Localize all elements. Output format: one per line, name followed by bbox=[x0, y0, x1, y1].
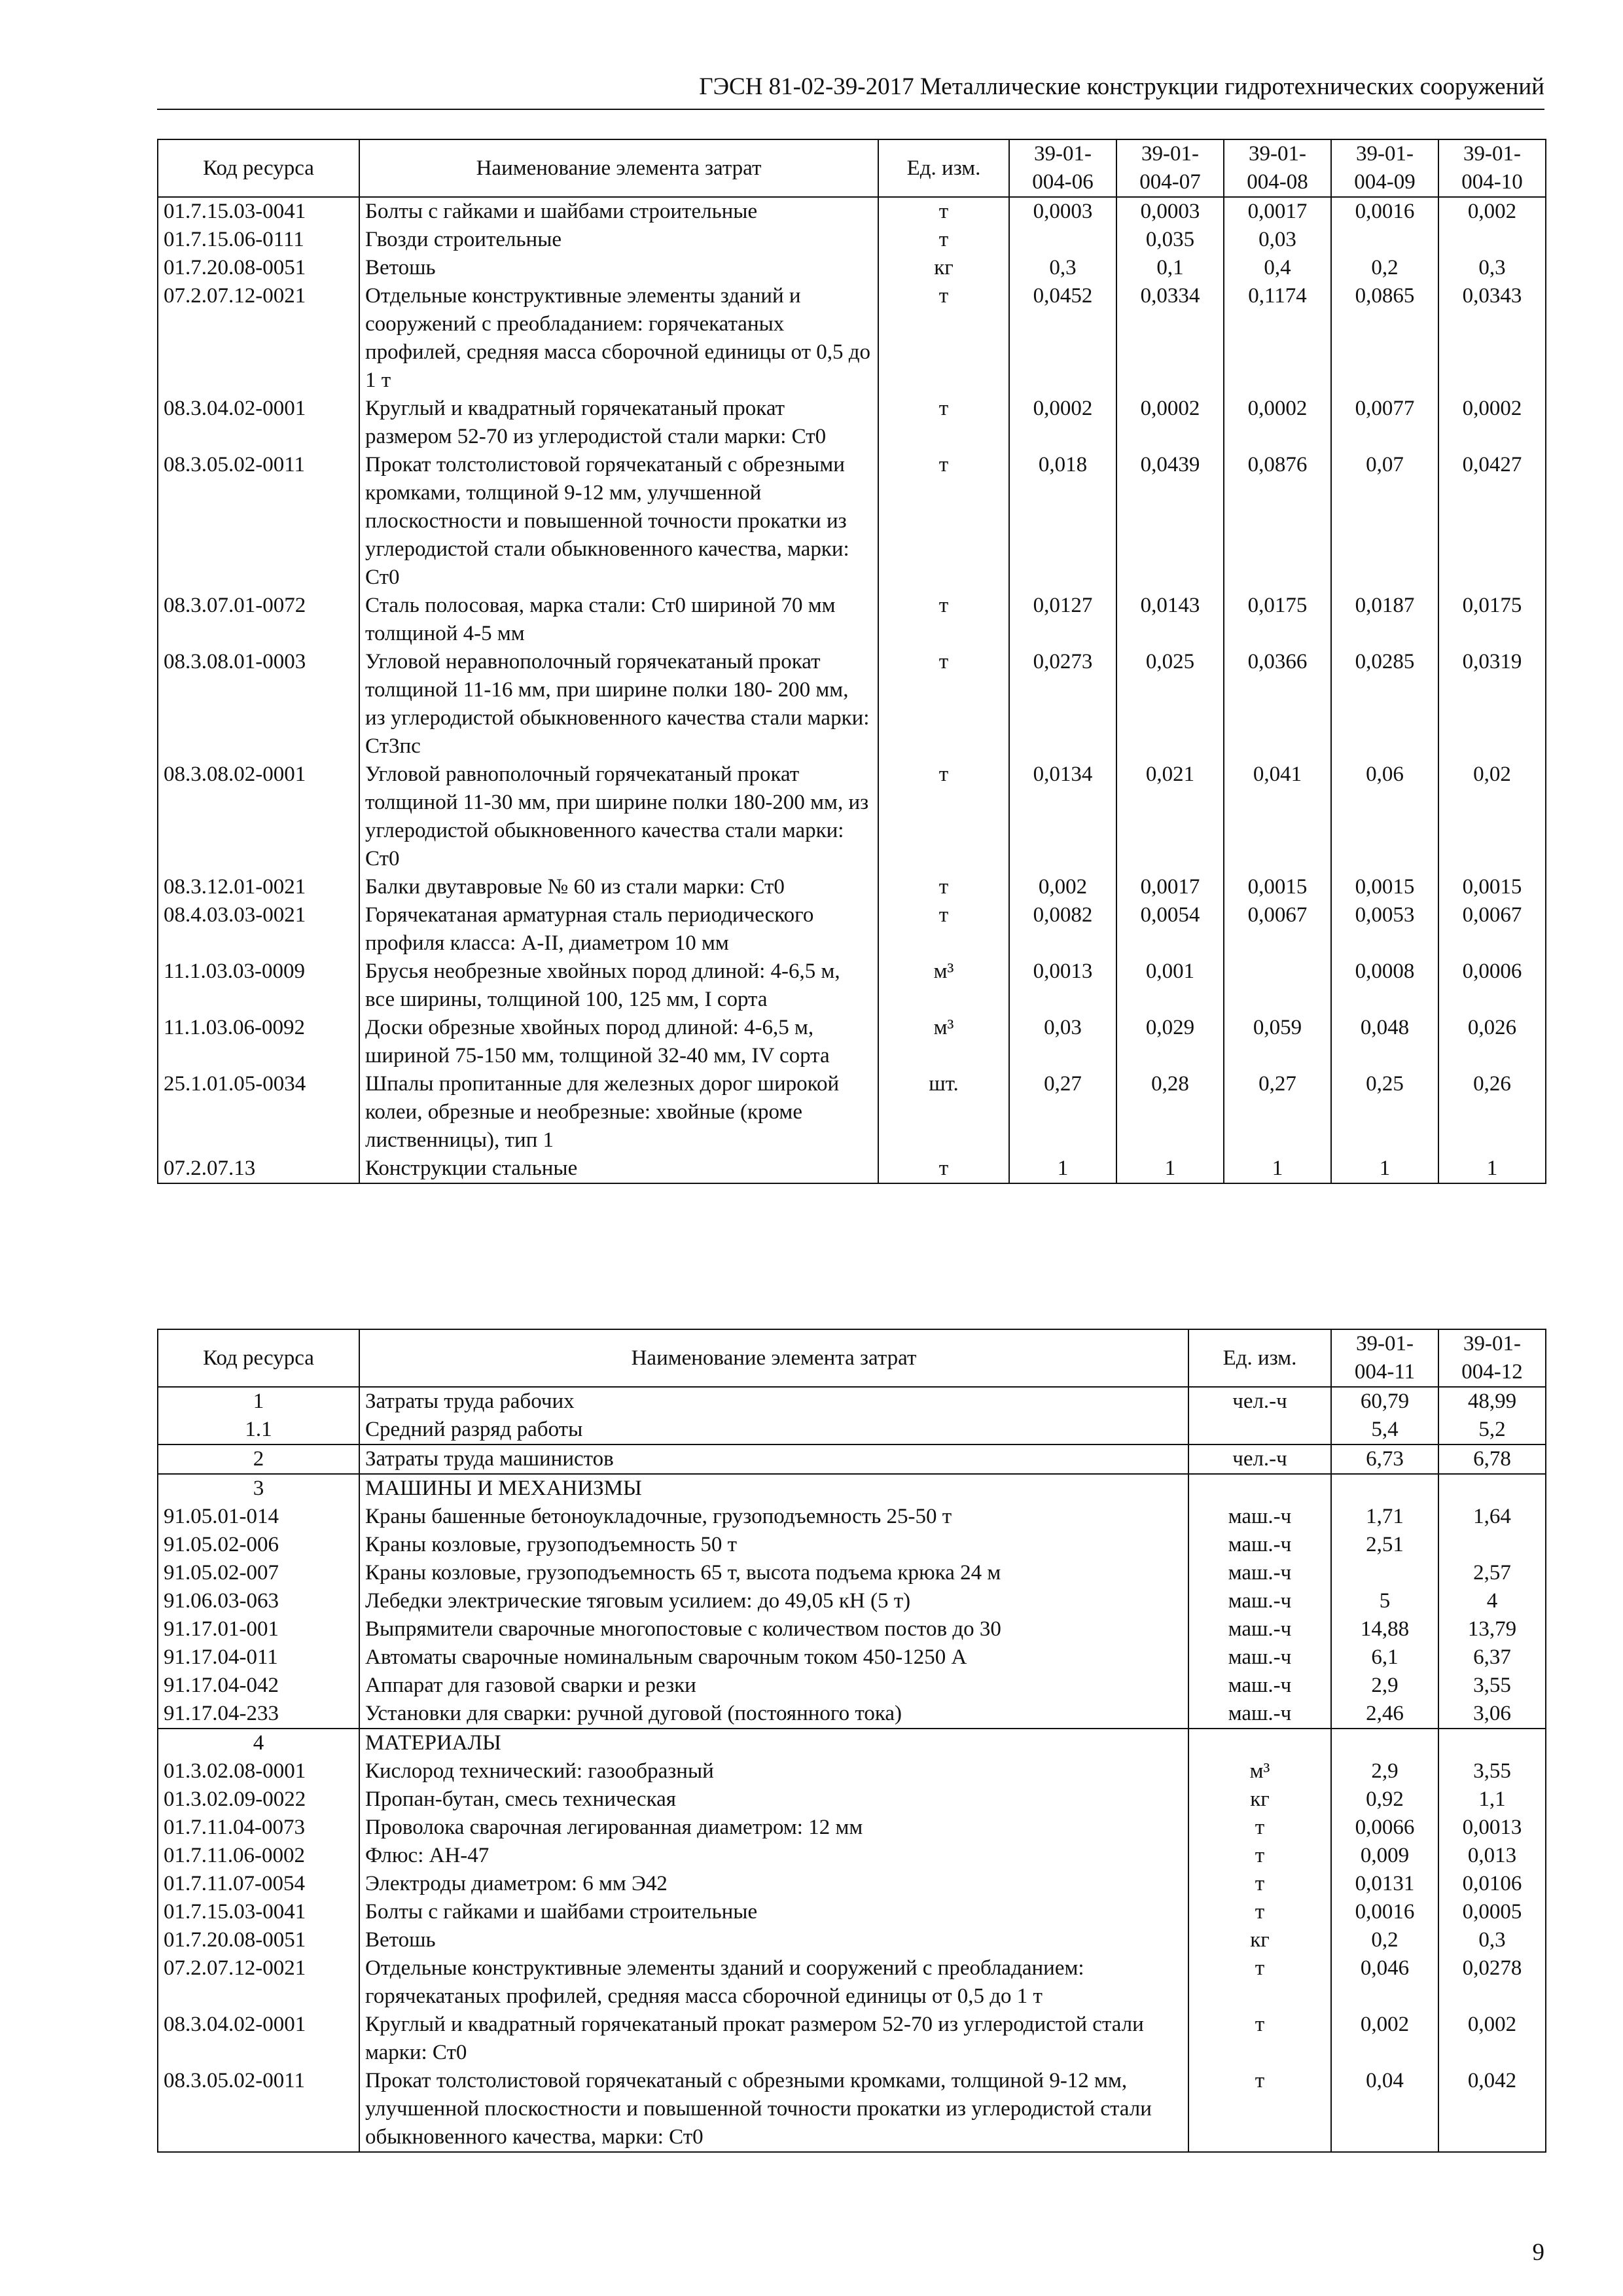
value-cell: 0,046 bbox=[1331, 1954, 1438, 2011]
resource-code: 01.7.20.08-0051 bbox=[158, 254, 359, 282]
unit-cell: т bbox=[1188, 1898, 1331, 1926]
value-cell: 0,28 bbox=[1116, 1070, 1224, 1155]
value-cell: 1,71 bbox=[1331, 1503, 1438, 1531]
value-cell: 0,04 bbox=[1331, 2067, 1438, 2152]
value-cell: 0,0452 bbox=[1009, 282, 1116, 395]
value-cell: 0,0865 bbox=[1331, 282, 1438, 395]
table-row bbox=[158, 1672, 1546, 1700]
table-row bbox=[158, 1531, 1546, 1559]
resource-name: Выпрямители сварочные многопостовые с количеством постов до 30 bbox=[359, 1615, 1188, 1643]
value-cell: 0,0053 bbox=[1331, 901, 1438, 958]
section-row bbox=[158, 1729, 1546, 1757]
value-cell bbox=[1331, 226, 1438, 254]
value-cell: 0,018 bbox=[1009, 451, 1116, 592]
value-cell: 0,002 bbox=[1009, 873, 1116, 901]
table-row bbox=[158, 1870, 1546, 1898]
value-cell: 0,03 bbox=[1009, 1014, 1116, 1070]
value-cell: 5,2 bbox=[1438, 1416, 1546, 1444]
unit-cell: чел.-ч bbox=[1188, 1387, 1331, 1416]
resource-name: Прокат толстолистовой горячекатаный с обрезными кромками, толщиной 9-12 мм, улучшенной плоскостности и повышенной точности прокатки из углеродистой стали обыкновенного качества, марки: Ст0 bbox=[359, 2067, 1188, 2152]
value-cell: 5 bbox=[1331, 1587, 1438, 1615]
value-cell: 13,79 bbox=[1438, 1615, 1546, 1643]
value-cell: 1 bbox=[1009, 1155, 1116, 1183]
resource-name: Ветошь bbox=[359, 254, 878, 282]
resource-table-2 bbox=[157, 1329, 1546, 2153]
table-row bbox=[158, 254, 1546, 282]
value-cell: 0,0016 bbox=[1331, 197, 1438, 226]
resource-name: Кислород технический: газообразный bbox=[359, 1757, 1188, 1785]
resource-name: Гвозди строительные bbox=[359, 226, 878, 254]
value-cell bbox=[1438, 1729, 1546, 1757]
unit-cell: маш.-ч bbox=[1188, 1615, 1331, 1643]
unit-cell: кг bbox=[1188, 1926, 1331, 1954]
table-row bbox=[158, 2011, 1546, 2067]
unit-cell: маш.-ч bbox=[1188, 1700, 1331, 1729]
value-cell: 0,03 bbox=[1224, 226, 1331, 254]
unit-cell: кг bbox=[878, 254, 1009, 282]
unit-cell: кг bbox=[1188, 1785, 1331, 1814]
resource-name: Отдельные конструктивные элементы зданий и сооружений с преобладанием: горячекатаных профилей, средняя масса сборочной единицы от 0,5 до 1 т bbox=[359, 282, 878, 395]
value-cell: 0,0016 bbox=[1331, 1898, 1438, 1926]
resource-code: 4 bbox=[158, 1729, 359, 1757]
unit-cell: т bbox=[878, 648, 1009, 761]
resource-name: Сталь полосовая, марка стали: Ст0 шириной 70 мм толщиной 4-5 мм bbox=[359, 592, 878, 648]
value-cell: 3,06 bbox=[1438, 1700, 1546, 1729]
value-cell: 0,3 bbox=[1438, 1926, 1546, 1954]
table-row bbox=[158, 2067, 1546, 2152]
resource-name: Доски обрезные хвойных пород длиной: 4-6,5 м, шириной 75-150 мм, толщиной 32-40 мм, IV сорта bbox=[359, 1014, 878, 1070]
table-row bbox=[158, 1898, 1546, 1926]
unit-cell: маш.-ч bbox=[1188, 1531, 1331, 1559]
value-cell: 0,048 bbox=[1331, 1014, 1438, 1070]
value-cell: 0,07 bbox=[1331, 451, 1438, 592]
value-cell: 2,57 bbox=[1438, 1559, 1546, 1587]
value-cell: 0,0134 bbox=[1009, 761, 1116, 873]
resource-code: 01.3.02.08-0001 bbox=[158, 1757, 359, 1785]
column-header: Ед. изм. bbox=[878, 139, 1009, 197]
value-cell: 6,73 bbox=[1331, 1444, 1438, 1474]
resource-code: 25.1.01.05-0034 bbox=[158, 1070, 359, 1155]
resource-name: Отдельные конструктивные элементы зданий и сооружений с преобладанием: горячекатаных профилей, средняя масса сборочной единицы от 0,5 до 1 т bbox=[359, 1954, 1188, 2011]
resource-name: Флюс: АН-47 bbox=[359, 1842, 1188, 1870]
section-row bbox=[158, 1387, 1546, 1416]
column-header: 39-01- 004-08 bbox=[1224, 139, 1331, 197]
value-cell: 0,2 bbox=[1331, 254, 1438, 282]
table-row bbox=[158, 395, 1546, 451]
resource-code: 07.2.07.12-0021 bbox=[158, 282, 359, 395]
unit-cell bbox=[1188, 1474, 1331, 1503]
value-cell: 0,0002 bbox=[1009, 395, 1116, 451]
value-cell: 0,0343 bbox=[1438, 282, 1546, 395]
value-cell: 0,1174 bbox=[1224, 282, 1331, 395]
value-cell: 0,0334 bbox=[1116, 282, 1224, 395]
value-cell: 6,78 bbox=[1438, 1444, 1546, 1474]
page-number: 9 bbox=[1532, 2239, 1544, 2266]
resource-name: Прокат толстолистовой горячекатаный с обрезными кромками, толщиной 9-12 мм, улучшенной плоскостности и повышенной точности прокатки из углеродистой стали обыкновенного качества, марки: Ст0 bbox=[359, 451, 878, 592]
value-cell: 0,0106 bbox=[1438, 1870, 1546, 1898]
value-cell: 0,0067 bbox=[1438, 901, 1546, 958]
table-row bbox=[158, 1926, 1546, 1954]
value-cell: 0,029 bbox=[1116, 1014, 1224, 1070]
unit-cell: маш.-ч bbox=[1188, 1559, 1331, 1587]
value-cell: 0,0002 bbox=[1224, 395, 1331, 451]
value-cell: 0,0439 bbox=[1116, 451, 1224, 592]
value-cell: 0,0066 bbox=[1331, 1814, 1438, 1842]
value-cell: 0,25 bbox=[1331, 1070, 1438, 1155]
table-row bbox=[158, 1757, 1546, 1785]
value-cell bbox=[1438, 226, 1546, 254]
value-cell: 3,55 bbox=[1438, 1757, 1546, 1785]
unit-cell bbox=[1188, 1416, 1331, 1444]
table-row bbox=[158, 1700, 1546, 1729]
table-row bbox=[158, 873, 1546, 901]
resource-name: Аппарат для газовой сварки и резки bbox=[359, 1672, 1188, 1700]
value-cell: 0,06 bbox=[1331, 761, 1438, 873]
table-row bbox=[158, 1155, 1546, 1183]
resource-name: Круглый и квадратный горячекатаный прокат размером 52-70 из углеродистой стали марки: Ст0 bbox=[359, 2011, 1188, 2067]
resource-code: 1.1 bbox=[158, 1416, 359, 1444]
value-cell: 1,64 bbox=[1438, 1503, 1546, 1531]
value-cell: 0,92 bbox=[1331, 1785, 1438, 1814]
value-cell: 0,02 bbox=[1438, 761, 1546, 873]
value-cell: 1,1 bbox=[1438, 1785, 1546, 1814]
value-cell: 0,025 bbox=[1116, 648, 1224, 761]
table-row bbox=[158, 1643, 1546, 1672]
value-cell: 5,4 bbox=[1331, 1416, 1438, 1444]
resource-code: 08.3.12.01-0021 bbox=[158, 873, 359, 901]
value-cell: 0,059 bbox=[1224, 1014, 1331, 1070]
value-cell bbox=[1331, 1559, 1438, 1587]
value-cell: 1 bbox=[1438, 1155, 1546, 1183]
value-cell: 0,001 bbox=[1116, 958, 1224, 1014]
table-row bbox=[158, 1615, 1546, 1643]
column-header: Код ресурса bbox=[158, 1329, 359, 1387]
table-row bbox=[158, 592, 1546, 648]
unit-cell: т bbox=[1188, 1814, 1331, 1842]
resource-code: 08.3.08.01-0003 bbox=[158, 648, 359, 761]
unit-cell: т bbox=[878, 901, 1009, 958]
value-cell: 0,0131 bbox=[1331, 1870, 1438, 1898]
value-cell: 0,0427 bbox=[1438, 451, 1546, 592]
column-header: Наименование элемента затрат bbox=[359, 1329, 1188, 1387]
unit-cell: т bbox=[878, 226, 1009, 254]
resource-code: 01.7.20.08-0051 bbox=[158, 1926, 359, 1954]
unit-cell: маш.-ч bbox=[1188, 1503, 1331, 1531]
unit-cell: маш.-ч bbox=[1188, 1643, 1331, 1672]
value-cell: 0,042 bbox=[1438, 2067, 1546, 2152]
value-cell: 14,88 bbox=[1331, 1615, 1438, 1643]
value-cell: 0,27 bbox=[1224, 1070, 1331, 1155]
value-cell: 0,009 bbox=[1331, 1842, 1438, 1870]
value-cell: 0,27 bbox=[1009, 1070, 1116, 1155]
value-cell: 0,0003 bbox=[1009, 197, 1116, 226]
resource-name: Краны башенные бетоноукладочные, грузоподъемность 25-50 т bbox=[359, 1503, 1188, 1531]
table-row bbox=[158, 901, 1546, 958]
value-cell: 0,035 bbox=[1116, 226, 1224, 254]
column-header: 39-01- 004-12 bbox=[1438, 1329, 1546, 1387]
unit-cell: м³ bbox=[878, 958, 1009, 1014]
resource-code: 91.17.04-011 bbox=[158, 1643, 359, 1672]
unit-cell: т bbox=[878, 282, 1009, 395]
resource-name: Проволока сварочная легированная диаметром: 12 мм bbox=[359, 1814, 1188, 1842]
value-cell bbox=[1438, 1531, 1546, 1559]
value-cell: 4 bbox=[1438, 1587, 1546, 1615]
column-header: 39-01- 004-07 bbox=[1116, 139, 1224, 197]
value-cell: 0,0319 bbox=[1438, 648, 1546, 761]
resource-name: Средний разряд работы bbox=[359, 1416, 1188, 1444]
table-row bbox=[158, 197, 1546, 226]
column-header: Ед. изм. bbox=[1188, 1329, 1331, 1387]
resource-name: Угловой неравнополочный горячекатаный прокат толщиной 11-16 мм, при ширине полки 180- 200 мм, из углеродистой обыкновенного качества стали марки: Ст3пс bbox=[359, 648, 878, 761]
resource-code: 07.2.07.12-0021 bbox=[158, 1954, 359, 2011]
table-row bbox=[158, 1842, 1546, 1870]
table-row bbox=[158, 1503, 1546, 1531]
table-row bbox=[158, 1559, 1546, 1587]
resource-name: Затраты труда рабочих bbox=[359, 1387, 1188, 1416]
value-cell: 48,99 bbox=[1438, 1387, 1546, 1416]
table-row bbox=[158, 1954, 1546, 2011]
resource-name: Круглый и квадратный горячекатаный прокат размером 52-70 из углеродистой стали марки: Ст0 bbox=[359, 395, 878, 451]
value-cell bbox=[1224, 958, 1331, 1014]
value-cell: 0,0366 bbox=[1224, 648, 1331, 761]
value-cell bbox=[1009, 226, 1116, 254]
resource-code: 07.2.07.13 bbox=[158, 1155, 359, 1183]
column-header: Наименование элемента затрат bbox=[359, 139, 878, 197]
value-cell: 0,0003 bbox=[1116, 197, 1224, 226]
resource-code: 08.3.07.01-0072 bbox=[158, 592, 359, 648]
value-cell: 0,0077 bbox=[1331, 395, 1438, 451]
value-cell: 0,0067 bbox=[1224, 901, 1331, 958]
value-cell: 0,0175 bbox=[1438, 592, 1546, 648]
value-cell: 6,1 bbox=[1331, 1643, 1438, 1672]
value-cell: 0,0143 bbox=[1116, 592, 1224, 648]
resource-name: Угловой равнополочный горячекатаный прокат толщиной 11-30 мм, при ширине полки 180-200 мм, из углеродистой обыкновенного качества стали марки: Ст0 bbox=[359, 761, 878, 873]
resource-name: Краны козловые, грузоподъемность 65 т, высота подъема крюка 24 м bbox=[359, 1559, 1188, 1587]
column-header: 39-01- 004-11 bbox=[1331, 1329, 1438, 1387]
unit-cell: т bbox=[878, 592, 1009, 648]
unit-cell: т bbox=[878, 1155, 1009, 1183]
unit-cell: т bbox=[1188, 1954, 1331, 2011]
value-cell: 0,0013 bbox=[1009, 958, 1116, 1014]
resource-name: Балки двутавровые № 60 из стали марки: Ст0 bbox=[359, 873, 878, 901]
resource-name: Болты с гайками и шайбами строительные bbox=[359, 1898, 1188, 1926]
resource-name: Затраты труда машинистов bbox=[359, 1444, 1188, 1474]
column-header: 39-01- 004-06 bbox=[1009, 139, 1116, 197]
value-cell: 0,0273 bbox=[1009, 648, 1116, 761]
value-cell: 0,3 bbox=[1009, 254, 1116, 282]
unit-cell: м³ bbox=[878, 1014, 1009, 1070]
table-row bbox=[158, 451, 1546, 592]
resource-code: 1 bbox=[158, 1387, 359, 1416]
value-cell: 60,79 bbox=[1331, 1387, 1438, 1416]
unit-cell: т bbox=[1188, 1870, 1331, 1898]
resource-table-1 bbox=[157, 139, 1546, 1184]
value-cell: 0,0082 bbox=[1009, 901, 1116, 958]
column-header: 39-01- 004-09 bbox=[1331, 139, 1438, 197]
unit-cell bbox=[1188, 1729, 1331, 1757]
resource-name: Брусья необрезные хвойных пород длиной: 4-6,5 м, все ширины, толщиной 100, 125 мм, I сорта bbox=[359, 958, 878, 1014]
value-cell: 3,55 bbox=[1438, 1672, 1546, 1700]
value-cell: 1 bbox=[1224, 1155, 1331, 1183]
value-cell: 0,013 bbox=[1438, 1842, 1546, 1870]
resource-code: 08.3.04.02-0001 bbox=[158, 2011, 359, 2067]
value-cell: 2,46 bbox=[1331, 1700, 1438, 1729]
unit-cell: шт. bbox=[878, 1070, 1009, 1155]
resource-code: 08.4.03.03-0021 bbox=[158, 901, 359, 958]
value-cell: 0,021 bbox=[1116, 761, 1224, 873]
value-cell: 0,1 bbox=[1116, 254, 1224, 282]
value-cell: 0,3 bbox=[1438, 254, 1546, 282]
table-row bbox=[158, 1785, 1546, 1814]
value-cell: 0,041 bbox=[1224, 761, 1331, 873]
value-cell: 0,26 bbox=[1438, 1070, 1546, 1155]
value-cell: 0,0006 bbox=[1438, 958, 1546, 1014]
value-cell: 0,002 bbox=[1331, 2011, 1438, 2067]
table-row bbox=[158, 1070, 1546, 1155]
unit-cell: маш.-ч bbox=[1188, 1587, 1331, 1615]
value-cell: 1 bbox=[1116, 1155, 1224, 1183]
value-cell: 0,0278 bbox=[1438, 1954, 1546, 2011]
resource-code: 91.06.03-063 bbox=[158, 1587, 359, 1615]
unit-cell: т bbox=[1188, 2011, 1331, 2067]
resource-name: Болты с гайками и шайбами строительные bbox=[359, 197, 878, 226]
resource-code: 91.17.04-042 bbox=[158, 1672, 359, 1700]
value-cell: 2,51 bbox=[1331, 1531, 1438, 1559]
value-cell: 0,026 bbox=[1438, 1014, 1546, 1070]
column-header: 39-01- 004-10 bbox=[1438, 139, 1546, 197]
resource-name: Пропан-бутан, смесь техническая bbox=[359, 1785, 1188, 1814]
resource-name: Установки для сварки: ручной дуговой (постоянного тока) bbox=[359, 1700, 1188, 1729]
resource-name: МАТЕРИАЛЫ bbox=[359, 1729, 1188, 1757]
section-row bbox=[158, 1474, 1546, 1503]
unit-cell: маш.-ч bbox=[1188, 1672, 1331, 1700]
table-row bbox=[158, 958, 1546, 1014]
resource-name: Лебедки электрические тяговым усилием: до 49,05 кН (5 т) bbox=[359, 1587, 1188, 1615]
resource-code: 91.17.04-233 bbox=[158, 1700, 359, 1729]
value-cell: 1 bbox=[1331, 1155, 1438, 1183]
resource-code: 01.7.15.06-0111 bbox=[158, 226, 359, 254]
value-cell: 2,9 bbox=[1331, 1672, 1438, 1700]
value-cell: 6,37 bbox=[1438, 1643, 1546, 1672]
unit-cell: т bbox=[878, 761, 1009, 873]
unit-cell: т bbox=[878, 395, 1009, 451]
value-cell: 0,0002 bbox=[1438, 395, 1546, 451]
resource-code: 01.7.11.04-0073 bbox=[158, 1814, 359, 1842]
resource-code: 08.3.08.02-0001 bbox=[158, 761, 359, 873]
column-header: Код ресурса bbox=[158, 139, 359, 197]
table-row bbox=[158, 1014, 1546, 1070]
resource-code: 01.7.11.07-0054 bbox=[158, 1870, 359, 1898]
value-cell: 0,0054 bbox=[1116, 901, 1224, 958]
resource-code: 91.05.02-006 bbox=[158, 1531, 359, 1559]
resource-code: 01.3.02.09-0022 bbox=[158, 1785, 359, 1814]
table-row bbox=[158, 1587, 1546, 1615]
value-cell bbox=[1331, 1729, 1438, 1757]
value-cell bbox=[1331, 1474, 1438, 1503]
table-row bbox=[158, 282, 1546, 395]
value-cell: 0,0187 bbox=[1331, 592, 1438, 648]
resource-name: Краны козловые, грузоподъемность 50 т bbox=[359, 1531, 1188, 1559]
resource-code: 2 bbox=[158, 1444, 359, 1474]
resource-code: 01.7.15.03-0041 bbox=[158, 1898, 359, 1926]
running-header: ГЭСН 81-02-39-2017 Металлические конструкции гидротехнических сооружений bbox=[157, 71, 1544, 110]
value-cell: 0,0002 bbox=[1116, 395, 1224, 451]
value-cell: 0,0285 bbox=[1331, 648, 1438, 761]
value-cell: 0,0175 bbox=[1224, 592, 1331, 648]
unit-cell: т bbox=[1188, 2067, 1331, 2152]
value-cell: 2,9 bbox=[1331, 1757, 1438, 1785]
resource-code: 11.1.03.06-0092 bbox=[158, 1014, 359, 1070]
value-cell: 0,2 bbox=[1331, 1926, 1438, 1954]
value-cell: 0,0017 bbox=[1224, 197, 1331, 226]
resource-name: Конструкции стальные bbox=[359, 1155, 878, 1183]
section-row bbox=[158, 1444, 1546, 1474]
value-cell: 0,0127 bbox=[1009, 592, 1116, 648]
table-row bbox=[158, 648, 1546, 761]
table-row bbox=[158, 1416, 1546, 1444]
resource-name: Шпалы пропитанные для железных дорог широкой колеи, обрезные и необрезные: хвойные (кроме лиственницы), тип 1 bbox=[359, 1070, 878, 1155]
resource-code: 08.3.05.02-0011 bbox=[158, 451, 359, 592]
resource-code: 91.05.01-014 bbox=[158, 1503, 359, 1531]
resource-code: 08.3.04.02-0001 bbox=[158, 395, 359, 451]
unit-cell: т bbox=[1188, 1842, 1331, 1870]
value-cell: 0,0008 bbox=[1331, 958, 1438, 1014]
resource-code: 08.3.05.02-0011 bbox=[158, 2067, 359, 2152]
resource-name: Ветошь bbox=[359, 1926, 1188, 1954]
unit-cell: м³ bbox=[1188, 1757, 1331, 1785]
resource-code: 91.17.01-001 bbox=[158, 1615, 359, 1643]
resource-code: 3 bbox=[158, 1474, 359, 1503]
resource-code: 01.7.15.03-0041 bbox=[158, 197, 359, 226]
unit-cell: т bbox=[878, 873, 1009, 901]
resource-code: 11.1.03.03-0009 bbox=[158, 958, 359, 1014]
resource-code: 91.05.02-007 bbox=[158, 1559, 359, 1587]
unit-cell: т bbox=[878, 197, 1009, 226]
value-cell: 0,4 bbox=[1224, 254, 1331, 282]
table-row bbox=[158, 1814, 1546, 1842]
resource-name: Автоматы сварочные номинальным сварочным током 450-1250 А bbox=[359, 1643, 1188, 1672]
value-cell: 0,0015 bbox=[1224, 873, 1331, 901]
unit-cell: т bbox=[878, 451, 1009, 592]
resource-name: Горячекатаная арматурная сталь периодического профиля класса: А-II, диаметром 10 мм bbox=[359, 901, 878, 958]
value-cell: 0,0015 bbox=[1438, 873, 1546, 901]
value-cell: 0,002 bbox=[1438, 2011, 1546, 2067]
value-cell: 0,0017 bbox=[1116, 873, 1224, 901]
value-cell: 0,0013 bbox=[1438, 1814, 1546, 1842]
value-cell: 0,0015 bbox=[1331, 873, 1438, 901]
table-row bbox=[158, 761, 1546, 873]
value-cell: 0,0005 bbox=[1438, 1898, 1546, 1926]
value-cell: 0,0876 bbox=[1224, 451, 1331, 592]
unit-cell: чел.-ч bbox=[1188, 1444, 1331, 1474]
resource-code: 01.7.11.06-0002 bbox=[158, 1842, 359, 1870]
table-row bbox=[158, 226, 1546, 254]
resource-name: МАШИНЫ И МЕХАНИЗМЫ bbox=[359, 1474, 1188, 1503]
value-cell bbox=[1438, 1474, 1546, 1503]
resource-name: Электроды диаметром: 6 мм Э42 bbox=[359, 1870, 1188, 1898]
value-cell: 0,002 bbox=[1438, 197, 1546, 226]
